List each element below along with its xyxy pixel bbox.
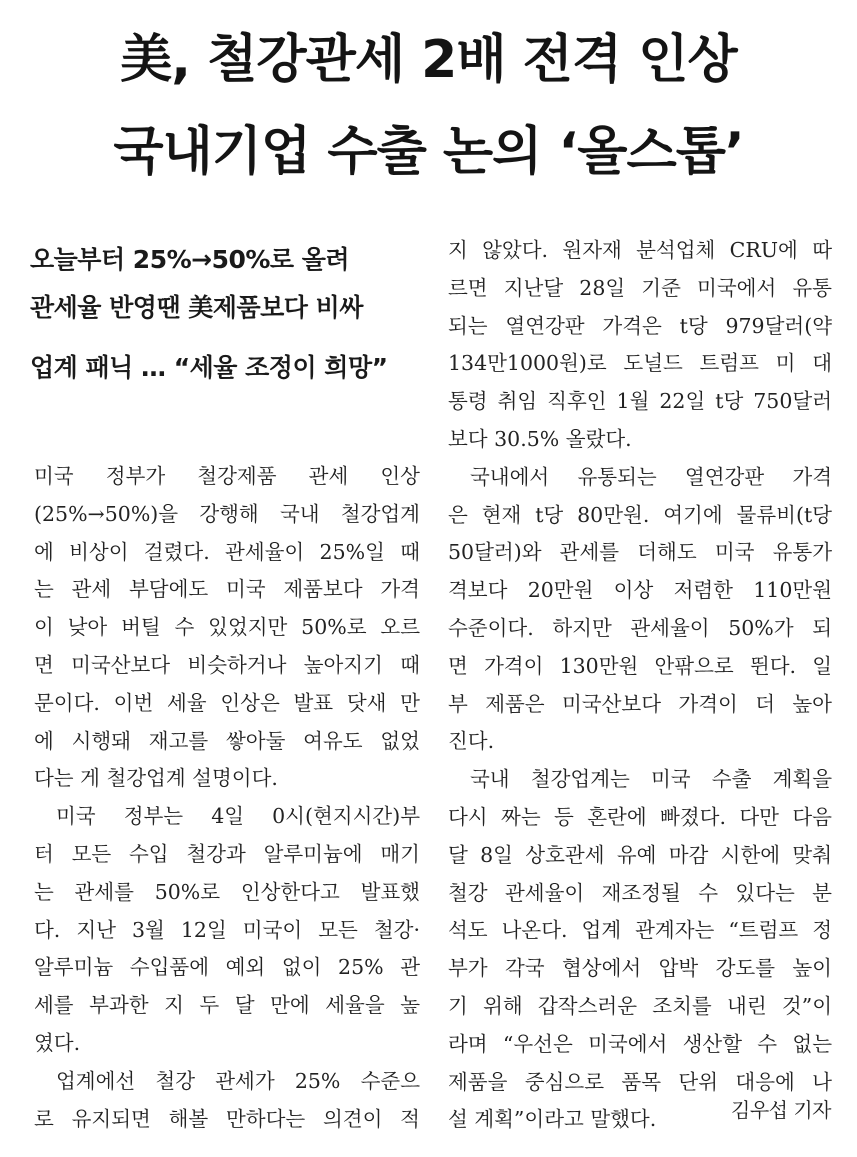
body-line: 50달러)와 관세를 더해도 미국 유통가 bbox=[448, 540, 832, 565]
body-line: 기 위해 갑작스러운 조치를 내린 것”이 bbox=[448, 993, 832, 1018]
body-line: 설 계획”이라고 말했다. bbox=[448, 1107, 657, 1132]
body-line: 면 가격이 130만원 안팎으로 뛴다. 일 bbox=[448, 653, 832, 678]
body-line: 이 낮아 버틸 수 있었지만 50%로 오르 bbox=[34, 615, 420, 640]
subheadline-1: 오늘부터 25%→50%로 올려 bbox=[30, 245, 350, 274]
body-line: 철강 관세율이 재조정될 수 있다는 분 bbox=[448, 880, 832, 905]
body-line: 국내 철강업계는 미국 수출 계획을 bbox=[470, 767, 832, 792]
body-line: 제품을 중심으로 품목 단위 대응에 나 bbox=[448, 1069, 832, 1094]
body-line: 되는 열연강판 가격은 t당 979달러(약 bbox=[448, 313, 832, 338]
subheadline-2: 관세율 반영땐 美제품보다 비싸 bbox=[30, 293, 363, 322]
body-line: 에 비상이 걸렸다. 관세율이 25%일 때 bbox=[34, 539, 420, 564]
body-line: 격보다 20만원 이상 저렴한 110만원 bbox=[448, 578, 832, 603]
body-line: 다. 지난 3월 12일 미국이 모든 철강· bbox=[34, 917, 420, 942]
body-line: 라며 “우선은 미국에서 생산할 수 없는 bbox=[448, 1031, 832, 1056]
body-line: 문이다. 이번 세율 인상은 발표 닷새 만 bbox=[34, 690, 420, 715]
body-line: 다는 게 철강업계 설명이다. bbox=[34, 766, 278, 791]
article-column-left bbox=[34, 458, 420, 1138]
headline bbox=[0, 14, 857, 198]
body-line: 는 관세를 50%로 인상한다고 발표했 bbox=[34, 879, 420, 904]
body-line: 석도 나온다. 업계 관계자는 “트럼프 정 bbox=[448, 918, 832, 943]
byline: 김우섭 기자 bbox=[731, 1098, 831, 1122]
body-line: 미국 정부가 철강제품 관세 인상 bbox=[34, 464, 420, 488]
body-line: 면 미국산보다 비슷하거나 높아지기 때 bbox=[34, 652, 420, 677]
body-line: 국내에서 유통되는 열연강판 가격 bbox=[470, 464, 832, 489]
body-line: 은 현재 t당 80만원. 여기에 물류비(t당 bbox=[448, 502, 832, 527]
body-line: 지 않았다. 원자재 분석업체 CRU에 따 bbox=[448, 238, 832, 262]
body-line: 알루미늄 수입품에 예외 없이 25% 관 bbox=[34, 955, 420, 980]
body-line: 부 제품은 미국산보다 가격이 더 높아 bbox=[448, 691, 832, 716]
body-line: 는 관세 부담에도 미국 제품보다 가격 bbox=[34, 577, 420, 602]
body-line: 세를 부과한 지 두 달 만에 세율을 높 bbox=[34, 993, 420, 1018]
body-line: 다시 짜는 등 혼란에 빠졌다. 다만 다음 bbox=[448, 804, 832, 829]
body-line: 달 8일 상호관세 유예 마감 시한에 맞춰 bbox=[448, 842, 832, 867]
article-column-right bbox=[448, 232, 832, 1139]
body-line: 부가 각국 협상에서 압박 강도를 높이 bbox=[448, 956, 832, 981]
body-line: 르면 지난달 28일 기준 미국에서 유통 bbox=[448, 275, 832, 300]
headline-line-1: 美, 철강관세 2배 전격 인상 bbox=[120, 30, 737, 90]
body-line: 수준이다. 하지만 관세율이 50%가 되 bbox=[448, 615, 832, 640]
headline-line-2: 국내기업 수출 논의 ‘올스톱’ bbox=[113, 122, 744, 182]
subheadline-block bbox=[30, 236, 420, 392]
body-line: 통령 취임 직후인 1월 22일 t당 750달러 bbox=[448, 389, 832, 414]
body-line: 업계에선 철강 관세가 25% 수준으 bbox=[56, 1068, 420, 1093]
body-line: 에 시행돼 재고를 쌓아둘 여유도 없었 bbox=[34, 728, 420, 753]
body-line: 터 모든 수입 철강과 알루미늄에 매기 bbox=[34, 841, 420, 866]
body-line: 134만1000원)로 도널드 트럼프 미 대 bbox=[448, 351, 832, 376]
body-line: 미국 정부는 4일 0시(현지시간)부 bbox=[56, 804, 420, 829]
subheadline-3: 업계 패닉 … “세율 조정이 희망” bbox=[30, 353, 388, 382]
body-line: 진다. bbox=[448, 729, 495, 754]
body-line: 였다. bbox=[34, 1030, 81, 1055]
body-line: 로 유지되면 해볼 만하다는 의견이 적 bbox=[34, 1106, 420, 1131]
body-line: (25%→50%)을 강행해 국내 철강업계 bbox=[34, 501, 420, 526]
body-line: 보다 30.5% 올랐다. bbox=[448, 426, 632, 451]
